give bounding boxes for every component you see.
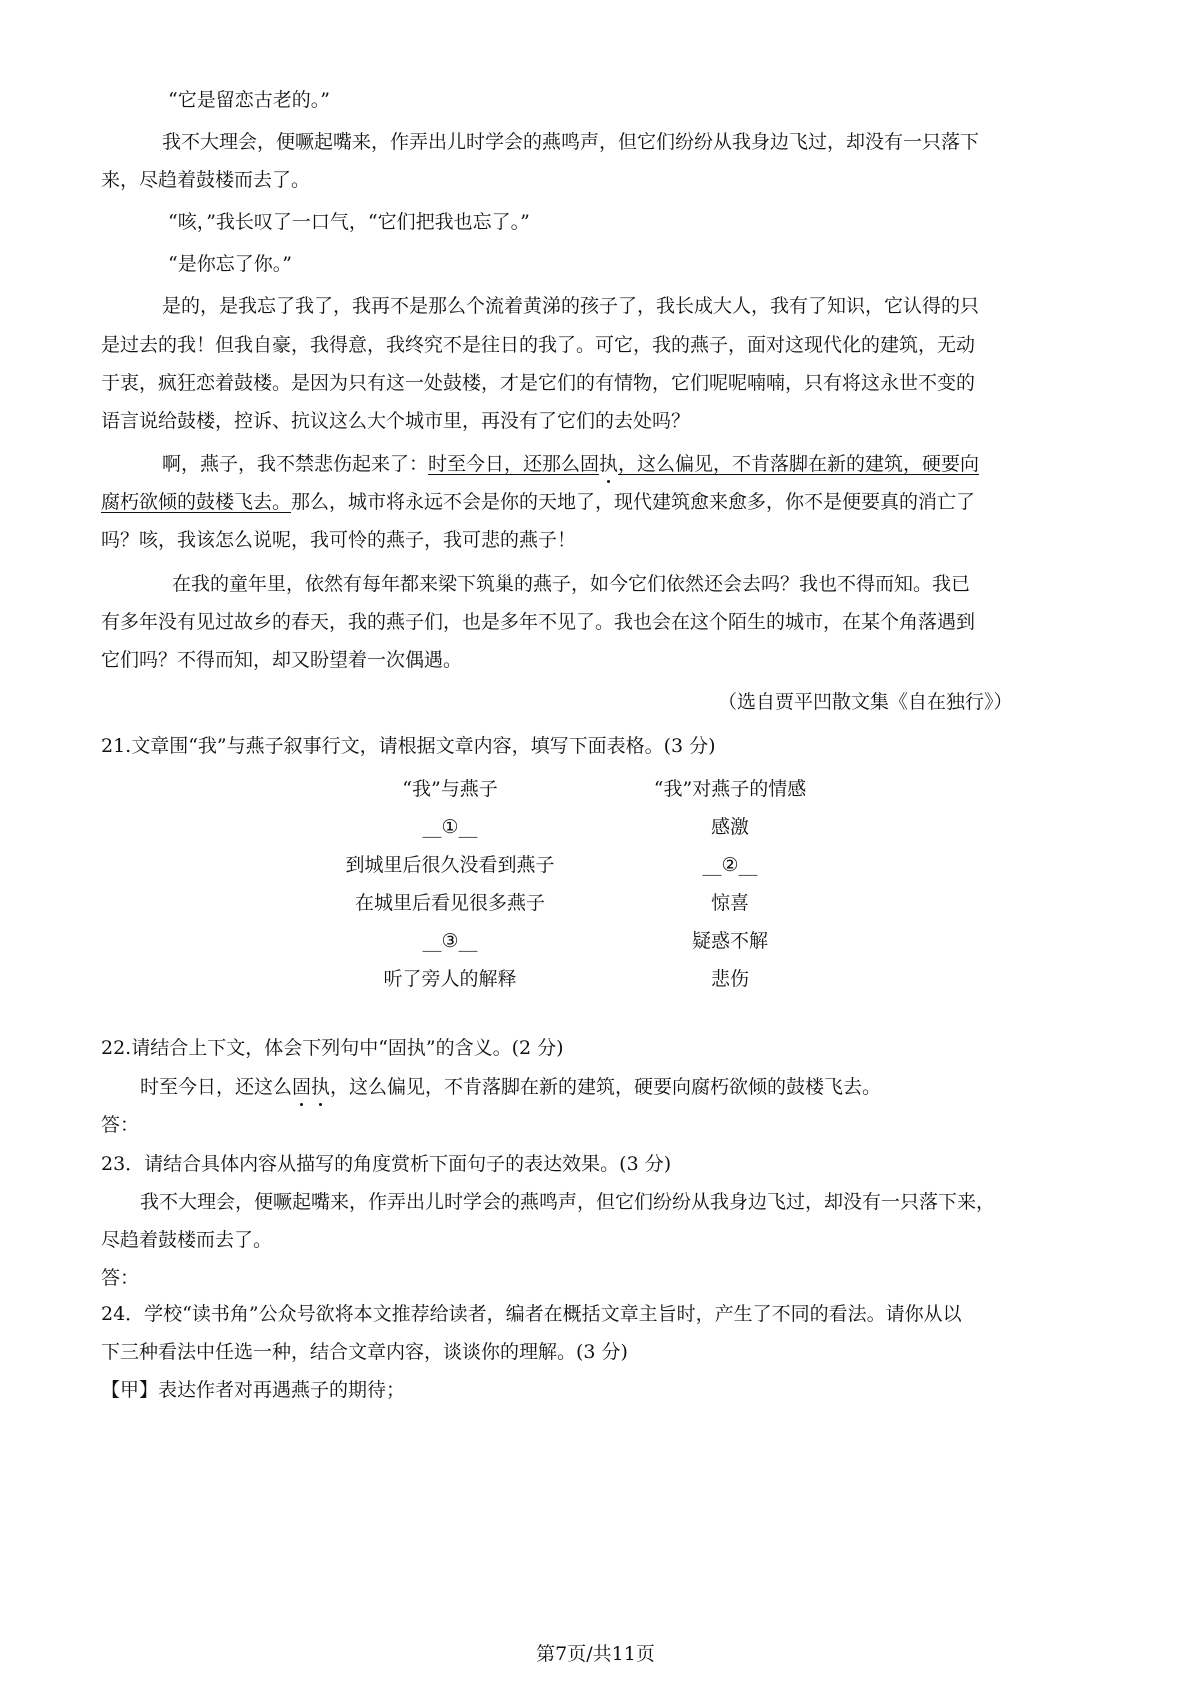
table-cell-emotion: 悲伤 xyxy=(710,968,749,990)
emphasized-character: 固 xyxy=(292,1076,312,1098)
sentence-text-a: 时至今日，还这么 xyxy=(140,1076,293,1098)
paragraph-2-line-1: 是的，是我忘了我了，我再不是那么个流着黄涕的孩子了，我长成大人，我有了知识，它认得的只 xyxy=(162,295,980,317)
page-number: 第7页/共11页 xyxy=(536,1643,655,1665)
table-cell-emotion: 感激 xyxy=(710,816,749,838)
paragraph-4-line-2: 有多年没有见过故乡的春天，我的燕子们，也是多年不见了。我也会在这个陌生的城市，在某个角落遇到 xyxy=(101,611,976,633)
underlined-text-a: 时至今日，还那么固 xyxy=(428,453,600,475)
paragraph-1-line-1: 我不大理会，便噘起嘴来，作弄出儿时学会的燕鸣声，但它们纷纷从我身边飞过，却没有一只落下 xyxy=(162,131,980,153)
table-cell-emotion: __②__ xyxy=(702,854,758,876)
paragraph-3-line-3: 吗？咳，我该怎么说呢，我可怜的燕子，我可悲的燕子！ xyxy=(101,529,577,551)
table-cell-emotion: 惊喜 xyxy=(710,892,749,914)
question-21-stem: 21.文章围“我”与燕子叙事行文，请根据文章内容，填写下面表格。(3 分) xyxy=(101,735,716,757)
question-22-answer-label: 答： xyxy=(101,1114,140,1136)
table-cell-event: __①__ xyxy=(422,816,478,838)
question-24-option-a: 【甲】表达作者对再遇燕子的期待； xyxy=(101,1379,406,1401)
emphasized-character: 执 xyxy=(599,453,619,475)
table-cell-event: 听了旁人的解释 xyxy=(383,968,517,990)
table-cell-event: 到城里后很久没看到燕子 xyxy=(345,854,555,876)
question-23-answer-label: 答： xyxy=(101,1267,140,1289)
emphasized-character: 执 xyxy=(311,1076,331,1098)
table-header-left: “我”与燕子 xyxy=(402,778,498,800)
question-22-sentence xyxy=(140,1075,881,1099)
question-24-stem-line-1: 24．学校“读书角”公众号欲将本文推荐给读者，编者在概括文章主旨时，产生了不同的看法。请你从以 xyxy=(101,1303,962,1325)
paragraph-3-continuation: 那么，城市将永远不会是你的天地了，现代建筑愈来愈多，你不是便要真的消亡了 xyxy=(291,491,976,513)
quote-line-3: “是你忘了你。” xyxy=(168,253,292,275)
paragraph-2-line-3: 于衷，疯狂恋着鼓楼。是因为只有这一处鼓楼，才是它们的有情物，它们呢呢喃喃，只有将这永世不变的 xyxy=(101,372,976,394)
table-cell-emotion: 疑惑不解 xyxy=(691,930,768,952)
question-23-stem: 23．请结合具体内容从描写的角度赏析下面句子的表达效果。(3 分) xyxy=(101,1153,672,1175)
question-23-sentence-line-2: 尽趋着鼓楼而去了。 xyxy=(101,1229,273,1251)
quote-line-2: “咳，”我长叹了一口气，“它们把我也忘了。” xyxy=(168,211,530,233)
sentence-text-b: ，这么偏见，不肯落脚在新的建筑，硬要向腐朽欲倾的鼓楼飞去。 xyxy=(330,1076,882,1098)
paragraph-3-lead-text: 啊，燕子，我不禁悲伤起来了： xyxy=(162,453,429,475)
paragraph-3-line-2 xyxy=(101,490,975,514)
paragraph-3-line-1 xyxy=(162,452,979,476)
table-cell-event: __③__ xyxy=(422,930,478,952)
quote-line-1: “它是留恋古老的。” xyxy=(168,89,330,111)
question-22-stem: 22.请结合上下文，体会下列句中“固执”的含义。(2 分) xyxy=(101,1037,564,1059)
question-23-sentence-line-1: 我不大理会，便噘起嘴来，作弄出儿时学会的燕鸣声，但它们纷纷从我身边飞过，却没有一只落下来， xyxy=(140,1191,996,1213)
paragraph-1-line-2: 来，尽趋着鼓楼而去了。 xyxy=(101,169,311,191)
underlined-sentence-part-1 xyxy=(428,453,979,475)
paragraph-2-line-2: 是过去的我！但我自豪，我得意，我终究不是往日的我了。可它，我的燕子，面对这现代化的建筑，无动 xyxy=(101,334,976,356)
table-cell-event: 在城里后看见很多燕子 xyxy=(354,892,545,914)
paragraph-2-line-4: 语言说给鼓楼，控诉、抗议这么大个城市里，再没有了它们的去处吗？ xyxy=(101,410,691,432)
underlined-sentence-part-2: 腐朽欲倾的鼓楼飞去。 xyxy=(101,491,292,513)
paragraph-4-line-3: 它们吗？不得而知，却又盼望着一次偶遇。 xyxy=(101,649,463,671)
paragraph-4-line-1: 在我的童年里，依然有每年都来梁下筑巢的燕子，如今它们依然还会去吗？我也不得而知。我已 xyxy=(172,573,971,595)
source-citation: （选自贾平凹散文集《自在独行》） xyxy=(718,691,1013,713)
underlined-text-b: ，这么偏见，不肯落脚在新的建筑，硬要向 xyxy=(618,453,980,475)
table-header-right: “我”对燕子的情感 xyxy=(653,778,807,800)
question-24-stem-line-2: 下三种看法中任选一种，结合文章内容，谈谈你的理解。(3 分) xyxy=(101,1341,628,1363)
